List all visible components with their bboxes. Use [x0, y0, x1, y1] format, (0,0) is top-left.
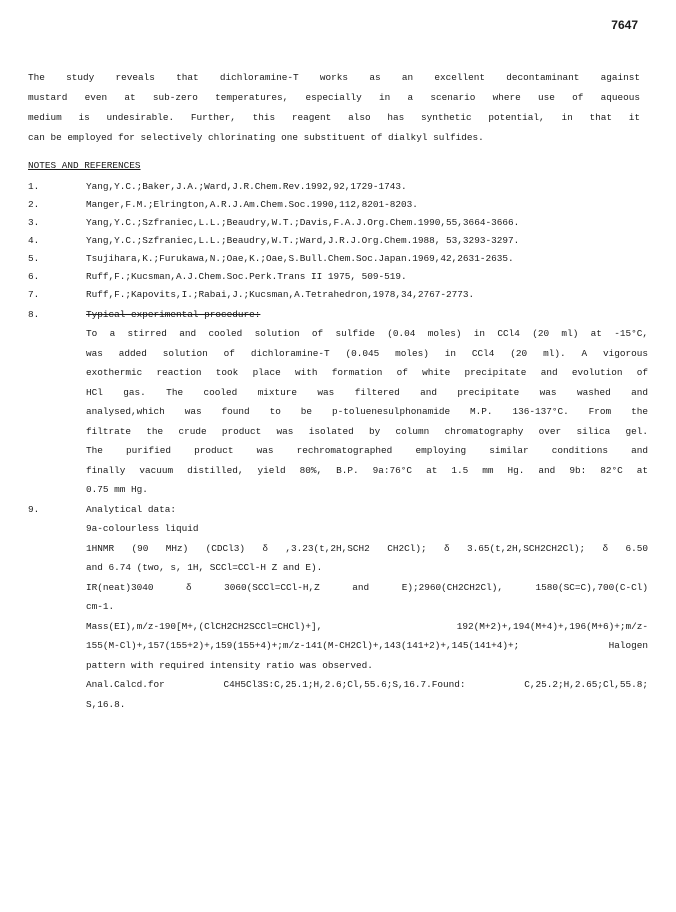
reference-number: 4.	[28, 235, 40, 246]
intro-line: can be employed for selectively chlorinating one substituent of dialkyl sulfides.	[28, 132, 484, 143]
reference-text: Ruff,F.;Kapovits,I.;Rabai,J.;Kucsman,A.Tetrahedron,1978,34,2767-2773.	[86, 289, 475, 300]
reference-number: 6.	[28, 271, 40, 282]
reference-number: 2.	[28, 199, 40, 210]
analytical-line: cm-1.	[86, 601, 115, 612]
intro-paragraph	[28, 68, 640, 148]
procedure-line: The purified product was rechromatographed employing similar conditions and	[86, 445, 648, 456]
reference-item	[28, 196, 648, 214]
reference-text: Yang,Y.C.;Szfraniec,L.L.;Beaudry,W.T.;Davis,F.A.J.Org.Chem.1990,55,3664-3666.	[86, 217, 520, 228]
reference-number: 5.	[28, 253, 40, 264]
reference-text: Yang,Y.C.;Szfraniec,L.L.;Beaudry,W.T.;Ward,J.R.J.Org.Chem.1988, 53,3293-3297.	[86, 235, 520, 246]
procedure-line: filtrate the crude product was isolated by column chromatography over silica gel.	[86, 425, 648, 437]
intro-line: The study reveals that dichloramine-T works as an excellent decontaminant against	[28, 72, 640, 83]
analytical-line: and 6.74 (two, s, 1H, SCCl=CCl-H Z and E).	[86, 562, 323, 573]
note-9-analytical	[28, 500, 648, 715]
analytical-line: Anal.Calcd.for C4H5Cl3S:C,25.1;H,2.6;Cl,55.6;S,16.7.Found: C,25.2;H,2.65;Cl,55.8;	[86, 679, 648, 690]
note-number: 9.	[28, 503, 40, 515]
note-heading: Analytical data:	[86, 503, 177, 515]
references-list	[28, 178, 648, 714]
note-heading: Typical experimental procedure:	[86, 309, 261, 320]
procedure-line: To a stirred and cooled solution of sulfide (0.04 moles) in CCl4 (20 ml) at -15°C,	[86, 328, 648, 339]
reference-text: Ruff,F.;Kucsman,A.J.Chem.Soc.Perk.Trans II 1975, 509-519.	[86, 271, 407, 282]
reference-number: 7.	[28, 289, 40, 300]
analytical-line: Mass(EI),m/z-190[M+,(ClCH2CH2SCCl=CHCl)+], 192(M+2)+,194(M+4)+,196(M+6)+;m/z-	[86, 620, 648, 632]
note-8-procedure	[28, 306, 648, 500]
reference-item	[28, 286, 648, 304]
analytical-line: 9a-colourless liquid	[86, 523, 199, 534]
reference-text: Yang,Y.C.;Baker,J.A.;Ward,J.R.Chem.Rev.1992,92,1729-1743.	[86, 181, 407, 192]
procedure-line: exothermic reaction took place with formation of white precipitate and evolution of	[86, 367, 648, 378]
note-number: 8.	[28, 309, 40, 320]
procedure-line: 0.75 mm Hg.	[86, 484, 148, 495]
reference-item	[28, 268, 648, 286]
procedure-line: analysed,which was found to be p-toluenesulphonamide M.P. 136-137°C. From the	[86, 406, 648, 417]
page-number: 7647	[611, 18, 638, 32]
reference-item	[28, 250, 648, 268]
intro-line: mustard even at sub-zero temperatures, especially in a scenario where use of aqueous	[28, 92, 640, 103]
reference-item	[28, 178, 648, 196]
intro-line: medium is undesirable. Further, this reagent also has synthetic potential, in that it	[28, 112, 640, 123]
analytical-line: S,16.8.	[86, 698, 126, 710]
procedure-line: finally vacuum distilled, yield 80%, B.P. 9a:76°C at 1.5 mm Hg. and 9b: 82°C at	[86, 464, 648, 476]
procedure-line: HCl gas. The cooled mixture was filtered and precipitate was washed and	[86, 386, 648, 398]
notes-heading: NOTES AND REFERENCES	[28, 160, 141, 171]
reference-text: Manger,F.M.;Elrington,A.R.J.Am.Chem.Soc.1990,112,8201-8203.	[86, 199, 418, 210]
reference-item	[28, 214, 648, 232]
procedure-line: was added solution of dichloramine-T (0.045 moles) in CCl4 (20 ml). A vigorous	[86, 347, 648, 359]
reference-text: Tsujihara,K.;Furukawa,N.;Oae,K.;Oae,S.Bull.Chem.Soc.Japan.1969,42,2631-2635.	[86, 253, 514, 264]
reference-item	[28, 232, 648, 250]
analytical-line: pattern with required intensity ratio was observed.	[86, 659, 373, 671]
analytical-line: IR(neat)3040 δ 3060(SCCl=CCl-H,Z and E);2960(CH2CH2Cl), 1580(SC=C),700(C-Cl)	[86, 581, 648, 593]
reference-number: 3.	[28, 217, 40, 228]
analytical-line: 1HNMR (90 MHz) (CDCl3) δ ,3.23(t,2H,SCH2 CH2Cl); δ 3.65(t,2H,SCH2CH2Cl); δ 6.50	[86, 542, 648, 554]
reference-number: 1.	[28, 181, 40, 192]
analytical-line: 155(M-Cl)+,157(155+2)+,159(155+4)+;m/z-141(M-CH2Cl)+,143(141+2)+,145(141+4)+; Halogen	[86, 640, 648, 651]
